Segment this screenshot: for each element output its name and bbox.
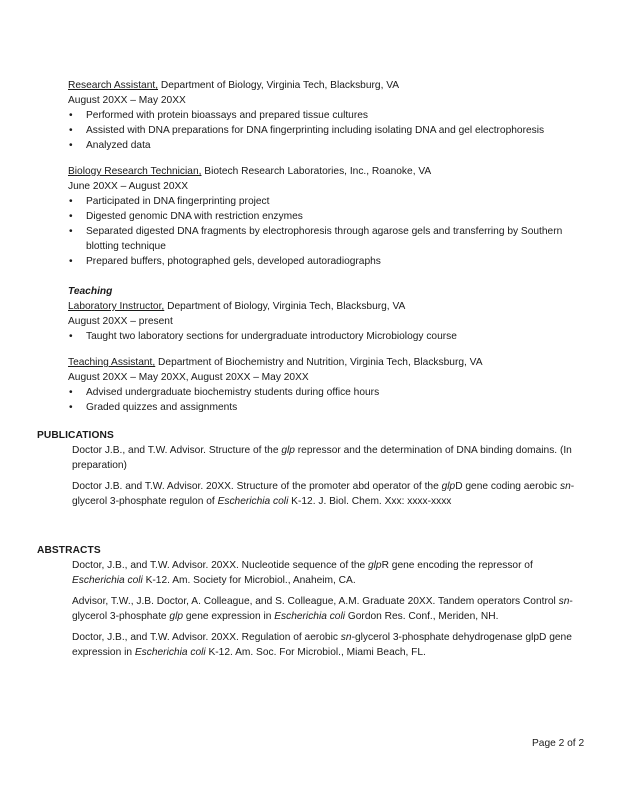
duties-list xyxy=(68,194,568,269)
citation-text: K-12. J. Biol. Chem. Xxx: xxxx-xxxx xyxy=(288,496,452,507)
list-item: • Graded quizzes and assignments xyxy=(68,400,568,415)
entry-dates: August 20XX – May 20XX xyxy=(68,95,186,106)
duties-list xyxy=(68,329,568,344)
citation-text: -glycerol 3-phosphate dehydrogenase glpD gene expression in xyxy=(72,632,572,658)
citation-text: Advisor, T.W., J.B. Doctor, A. Colleague, and S. Colleague, A.M. Graduate 20XX. Tandem operators Control xyxy=(72,596,559,607)
publication-entry xyxy=(72,443,577,473)
list-item: • Taught two laboratory sections for undergraduate introductory Microbiology course xyxy=(68,329,568,344)
list-item: • Performed with protein bioassays and prepared tissue cultures xyxy=(68,108,568,123)
species-name: Escherichia coli xyxy=(217,496,289,507)
citation-text: R gene encoding the repressor of xyxy=(381,560,533,571)
entry-dates: August 20XX – present xyxy=(68,316,173,327)
list-item: • Analyzed data xyxy=(68,138,568,153)
citation-text: K-12. Am. Soc. For Microbiol., Miami Beach, FL. xyxy=(205,647,426,658)
list-item: • Participated in DNA fingerprinting project xyxy=(68,194,568,209)
duties-list xyxy=(68,108,568,153)
species-name: Escherichia coli xyxy=(134,647,206,658)
list-item: • Digested genomic DNA with restriction enzymes xyxy=(68,209,568,224)
citation-text: -glycerol 3-phosphate regulon of xyxy=(72,481,575,507)
citation-text: repressor and the determination of DNA binding domains. (In preparation) xyxy=(72,445,572,471)
teaching-heading: Teaching xyxy=(68,286,113,297)
citation-text: Gordon Res. Conf., Meriden, NH. xyxy=(345,611,499,622)
italic-term: sn xyxy=(559,481,571,492)
list-item: • Separated digested DNA fragments by electrophoresis through agarose gels and transferring by Southern blotting technique xyxy=(68,224,568,254)
entry-heading xyxy=(68,78,568,93)
citation-text: gene expression in xyxy=(183,611,275,622)
italic-term: sn xyxy=(558,596,570,607)
position-title: Research Assistant, xyxy=(68,80,159,91)
list-item: • Assisted with DNA preparations for DNA fingerprinting including isolating DNA and gel electrophoresis xyxy=(68,123,568,138)
gene-name: glp xyxy=(281,445,295,456)
teaching-entry xyxy=(68,355,568,415)
employer: Biotech Research Laboratories, Inc., Roanoke, VA xyxy=(201,166,432,177)
employer: Department of Biology, Virginia Tech, Blacksburg, VA xyxy=(158,80,400,91)
list-item: • Prepared buffers, photographed gels, developed autoradiographs xyxy=(68,254,568,269)
entry-heading xyxy=(68,355,568,370)
entry-dates: June 20XX – August 20XX xyxy=(68,181,189,192)
citation-text: K-12. Am. Society for Microbiol., Anaheim, CA. xyxy=(142,575,356,586)
citation-text: Doctor J.B., and T.W. Advisor. Structure of the xyxy=(72,445,282,456)
citation-text: Doctor, J.B., and T.W. Advisor. 20XX. Regulation of aerobic xyxy=(72,632,341,643)
species-name: Escherichia coli xyxy=(274,611,345,622)
citation-text: D gene coding aerobic xyxy=(455,481,560,492)
position-title: Laboratory Instructor, xyxy=(68,301,165,312)
position-title: Teaching Assistant, xyxy=(68,357,156,368)
entry-heading xyxy=(68,299,568,314)
citation-text: Doctor J.B. and T.W. Advisor. 20XX. Structure of the promoter abd operator of the xyxy=(72,481,442,492)
gene-name: glp xyxy=(169,611,184,622)
species-name: Escherichia coli xyxy=(72,575,143,586)
abstract-entry xyxy=(72,558,577,588)
gene-name: glp xyxy=(441,481,456,492)
entry-dates: August 20XX – May 20XX, August 20XX – May 20XX xyxy=(68,372,309,383)
duties-list xyxy=(68,385,568,415)
teaching-section xyxy=(68,284,568,344)
citation-text: Doctor, J.B., and T.W. Advisor. 20XX. Nucleotide sequence of the xyxy=(72,560,368,571)
employer: Department of Biology, Virginia Tech, Blacksburg, VA xyxy=(164,301,406,312)
gene-name: glp xyxy=(367,560,382,571)
research-entry xyxy=(68,78,568,153)
publications-heading: PUBLICATIONS xyxy=(37,430,114,441)
research-entry xyxy=(68,164,568,269)
publication-entry xyxy=(72,479,577,509)
abstract-entry xyxy=(72,594,577,624)
list-item: • Advised undergraduate biochemistry students during office hours xyxy=(68,385,568,400)
page-number: Page 2 of 2 xyxy=(532,738,585,749)
entry-heading xyxy=(68,164,568,179)
abstract-entry xyxy=(72,630,577,660)
citation-text: -glycerol 3-phosphate xyxy=(72,596,573,622)
position-title: Biology Research Technician, xyxy=(68,166,202,177)
abstracts-heading: ABSTRACTS xyxy=(37,545,101,556)
employer: Department of Biochemistry and Nutrition, Virginia Tech, Blacksburg, VA xyxy=(155,357,483,368)
italic-term: sn xyxy=(340,632,352,643)
